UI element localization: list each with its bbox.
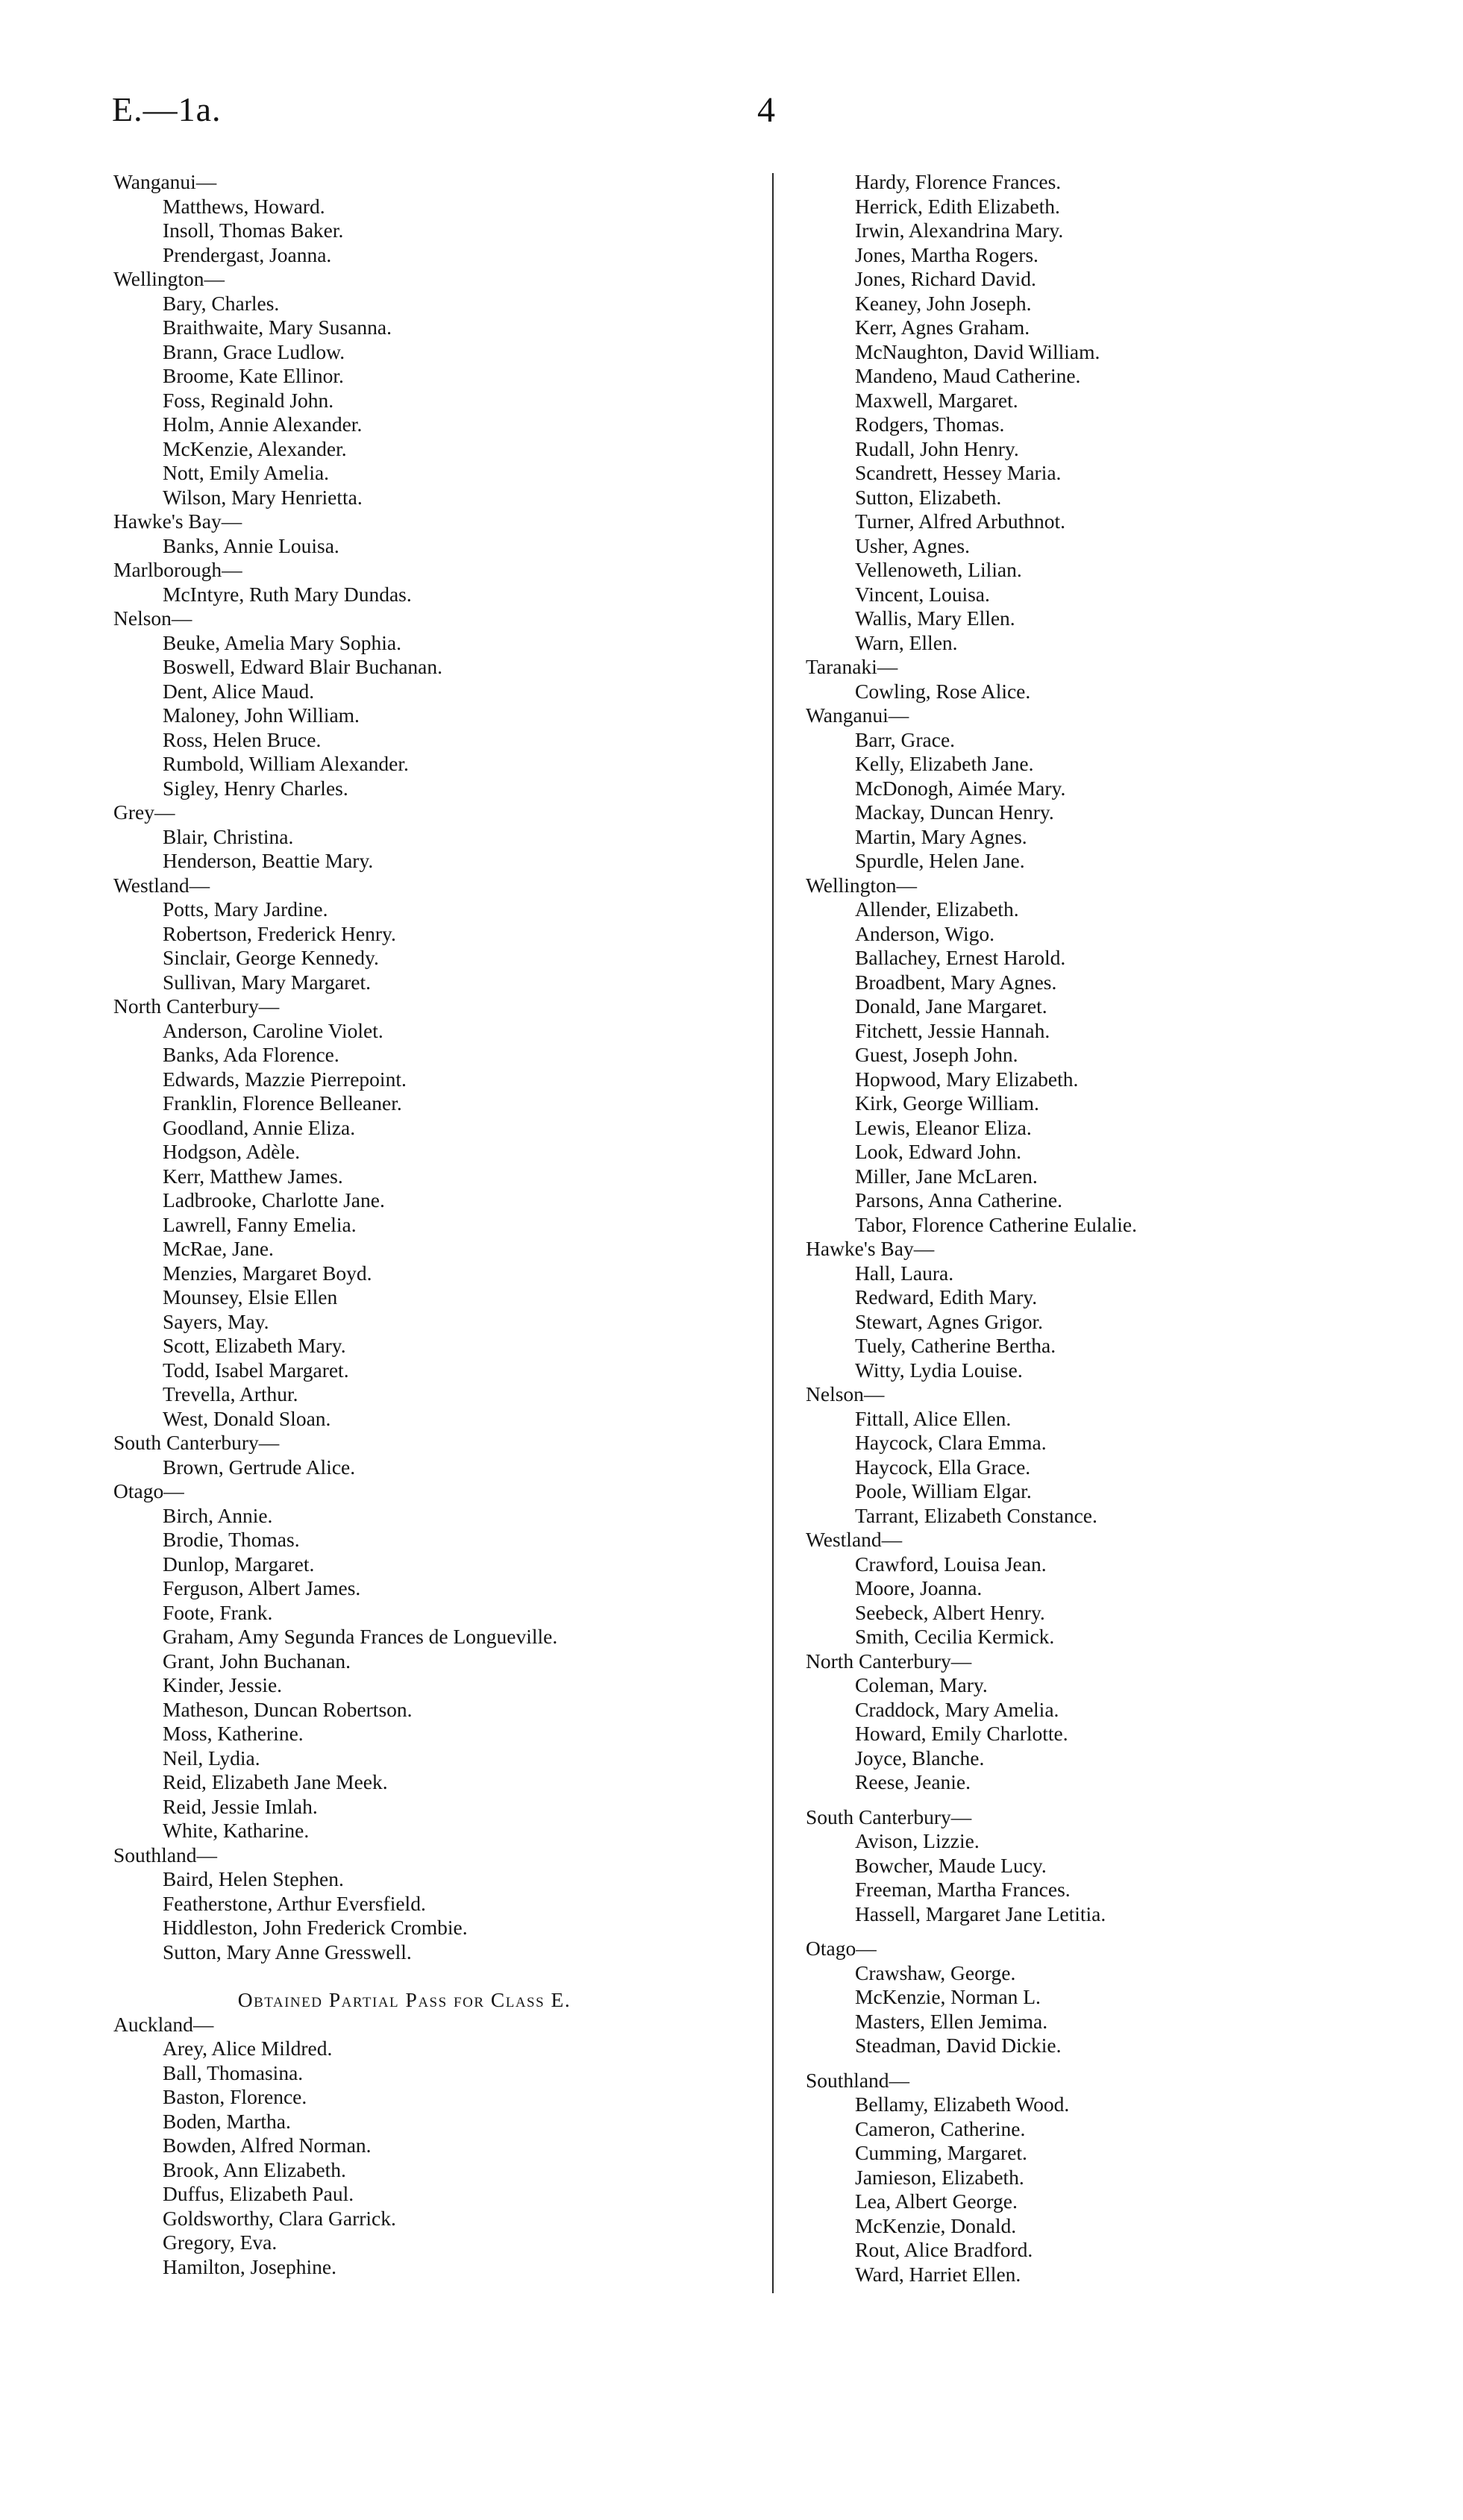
region-group xyxy=(806,874,1417,1238)
region-group xyxy=(806,1649,1417,1795)
name-entry: Bowden, Alfred Norman. xyxy=(163,2134,372,2157)
name-entry: Turner, Alfred Arbuthnot. xyxy=(855,510,1066,533)
region-group xyxy=(113,267,785,510)
name-entry: Tabor, Florence Catherine Eulalie. xyxy=(855,1212,1138,1236)
name-entry: McNaughton, David William. xyxy=(855,339,1100,363)
name-entry: Mounsey, Elsie Ellen xyxy=(163,1285,338,1308)
name-entry: Parsons, Anna Catherine. xyxy=(855,1188,1063,1212)
name-entry: Haycock, Ella Grace. xyxy=(855,1455,1031,1479)
name-entry: Reid, Jessie Imlah. xyxy=(163,1794,318,1818)
name-entry: Rodgers, Thomas. xyxy=(855,413,1005,436)
name-entry: McRae, Jane. xyxy=(163,1237,274,1260)
document-code: E.—1a. xyxy=(112,90,222,128)
left-column xyxy=(113,170,785,2279)
name-entry: Seebeck, Albert Henry. xyxy=(855,1600,1045,1624)
name-entry: Brodie, Thomas. xyxy=(163,1528,300,1551)
name-entry: Grant, John Buchanan. xyxy=(163,1649,351,1673)
region-group xyxy=(806,1382,1417,1528)
name-entry: Neil, Lydia. xyxy=(163,1746,260,1770)
region-group xyxy=(113,1431,785,1479)
name-entry: Hodgson, Adèle. xyxy=(163,1140,301,1163)
name-entry: Robertson, Frederick Henry. xyxy=(163,921,396,945)
name-entry: Boswell, Edward Blair Buchanan. xyxy=(163,655,442,678)
region-group xyxy=(806,1937,1417,2058)
name-entry: Rudall, John Henry. xyxy=(855,436,1019,460)
name-entry: Hassell, Margaret Jane Letitia. xyxy=(855,1902,1106,1925)
region-heading: Westland— xyxy=(113,873,210,897)
name-entry: Graham, Amy Segunda Frances de Longueville. xyxy=(163,1625,558,1648)
name-entry: Sinclair, George Kennedy. xyxy=(163,946,379,969)
name-entry: Poole, William Elgar. xyxy=(855,1479,1032,1502)
region-heading: North Canterbury— xyxy=(806,1649,972,1673)
region-group xyxy=(113,607,785,800)
name-entry: Maxwell, Margaret. xyxy=(855,388,1018,412)
name-entry: Sutton, Elizabeth. xyxy=(855,485,1002,509)
name-entry: West, Donald Sloan. xyxy=(163,1406,331,1430)
name-entry: Jamieson, Elizabeth. xyxy=(855,2165,1024,2189)
continuation-list xyxy=(806,170,1417,655)
name-entry: Scott, Elizabeth Mary. xyxy=(163,1334,346,1357)
name-entry: Spurdle, Helen Jane. xyxy=(855,849,1025,872)
name-entry: Duffus, Elizabeth Paul. xyxy=(163,2182,354,2205)
name-entry: Warn, Ellen. xyxy=(855,630,958,654)
name-entry: Martin, Mary Agnes. xyxy=(855,824,1027,848)
name-entry: Bellamy, Elizabeth Wood. xyxy=(855,2093,1070,2116)
name-entry: Mandeno, Maud Catherine. xyxy=(855,364,1081,387)
name-entry: Trevella, Arthur. xyxy=(163,1382,298,1405)
name-entry: Look, Edward John. xyxy=(855,1140,1022,1163)
name-entry: Crawford, Louisa Jean. xyxy=(855,1552,1047,1576)
name-entry: Usher, Agnes. xyxy=(855,533,970,557)
name-entry: Bary, Charles. xyxy=(163,291,280,315)
name-entry: Lea, Albert George. xyxy=(855,2190,1018,2213)
name-entry: Ross, Helen Bruce. xyxy=(163,727,322,751)
region-group xyxy=(806,1237,1417,1382)
name-entry: Donald, Jane Margaret. xyxy=(855,994,1047,1018)
name-entry: Todd, Isabel Margaret. xyxy=(163,1358,349,1382)
name-entry: Ball, Thomasina. xyxy=(163,2060,304,2084)
name-entry: Sayers, May. xyxy=(163,1309,269,1333)
name-entry: Tarrant, Elizabeth Constance. xyxy=(855,1503,1097,1527)
name-entry: Kerr, Agnes Graham. xyxy=(855,316,1030,339)
name-entry: Guest, Joseph John. xyxy=(855,1043,1018,1066)
name-entry: Mackay, Duncan Henry. xyxy=(855,800,1054,824)
region-heading: Taranaki— xyxy=(806,655,898,678)
left-groups-partial-pass xyxy=(113,2013,785,2280)
region-heading: Wellington— xyxy=(113,267,225,290)
page-number: 4 xyxy=(757,90,775,130)
region-heading: Otago— xyxy=(806,1937,877,1960)
region-heading: Nelson— xyxy=(113,607,192,630)
name-entry: Herrick, Edith Elizabeth. xyxy=(855,194,1060,218)
name-entry: Vellenoweth, Lilian. xyxy=(855,558,1022,581)
region-heading: Westland— xyxy=(806,1528,903,1551)
name-entry: Coleman, Mary. xyxy=(855,1673,988,1696)
name-entry: Kerr, Matthew James. xyxy=(163,1164,343,1188)
name-entry: Anderson, Wigo. xyxy=(855,921,995,945)
name-entry: Allender, Elizabeth. xyxy=(855,897,1019,921)
name-entry: McKenzie, Alexander. xyxy=(163,436,347,460)
region-heading: Otago— xyxy=(113,1479,184,1502)
region-group xyxy=(113,1843,785,1965)
region-group xyxy=(113,1479,785,1843)
name-entry: Baird, Helen Stephen. xyxy=(163,1867,344,1890)
name-entry: Brook, Ann Elizabeth. xyxy=(163,2157,346,2181)
name-entry: Jones, Richard David. xyxy=(855,267,1036,290)
region-group xyxy=(806,1528,1417,1649)
name-entry: Lawrell, Fanny Emelia. xyxy=(163,1212,357,1236)
name-entry: Boden, Martha. xyxy=(163,2109,291,2133)
region-heading: Wellington— xyxy=(806,873,918,897)
region-heading: Southland— xyxy=(806,2068,910,2092)
name-entry: McKenzie, Donald. xyxy=(855,2213,1017,2237)
name-entry: Holm, Annie Alexander. xyxy=(163,413,363,436)
name-entry: Menzies, Margaret Boyd. xyxy=(163,1261,372,1285)
region-heading: Marlborough— xyxy=(113,558,242,581)
name-entry: Wilson, Mary Henrietta. xyxy=(163,485,363,509)
region-group xyxy=(113,558,785,607)
name-entry: Banks, Ada Florence. xyxy=(163,1043,339,1066)
name-entry: Wallis, Mary Ellen. xyxy=(855,607,1015,630)
name-entry: Reese, Jeanie. xyxy=(855,1770,971,1793)
name-entry: Blair, Christina. xyxy=(163,824,294,848)
name-entry: Lewis, Eleanor Eliza. xyxy=(855,1115,1032,1139)
name-entry: Joyce, Blanche. xyxy=(855,1746,985,1770)
name-entry: Gregory, Eva. xyxy=(163,2231,278,2254)
name-entry: McIntyre, Ruth Mary Dundas. xyxy=(163,582,412,606)
name-entry: Broome, Kate Ellinor. xyxy=(163,364,344,387)
name-entry: Cameron, Catherine. xyxy=(855,2116,1026,2140)
name-entry: Ladbrooke, Charlotte Jane. xyxy=(163,1188,385,1212)
section-heading: Obtained Partial Pass for Class E. xyxy=(237,1988,571,2011)
name-entry: Moss, Katherine. xyxy=(163,1722,304,1745)
region-heading: South Canterbury— xyxy=(113,1431,280,1454)
name-entry: Sigley, Henry Charles. xyxy=(163,776,348,800)
name-entry: McDonogh, Aimée Mary. xyxy=(855,776,1066,800)
region-group xyxy=(113,170,785,267)
name-entry: Cowling, Rose Alice. xyxy=(855,679,1031,703)
name-entry: Brown, Gertrude Alice. xyxy=(163,1455,356,1479)
name-entry: Anderson, Caroline Violet. xyxy=(163,1018,383,1042)
name-entry: Prendergast, Joanna. xyxy=(163,242,332,266)
name-entry: Redward, Edith Mary. xyxy=(855,1285,1038,1308)
name-entry: Beuke, Amelia Mary Sophia. xyxy=(163,630,402,654)
region-group xyxy=(806,655,1417,703)
region-heading: Hawke's Bay— xyxy=(806,1237,935,1260)
name-entry: Craddock, Mary Amelia. xyxy=(855,1697,1059,1721)
name-entry: Steadman, David Dickie. xyxy=(855,2034,1062,2057)
name-entry: Kirk, George William. xyxy=(855,1091,1039,1115)
name-entry: Vincent, Louisa. xyxy=(855,582,990,606)
name-entry: Kelly, Elizabeth Jane. xyxy=(855,752,1034,775)
name-entry: Nott, Emily Amelia. xyxy=(163,461,330,484)
name-entry: Ward, Harriet Ellen. xyxy=(855,2262,1021,2286)
region-heading: South Canterbury— xyxy=(806,1805,972,1828)
region-heading: Grey— xyxy=(113,800,175,824)
name-entry: Goodland, Annie Eliza. xyxy=(163,1115,356,1139)
name-entry: Matthews, Howard. xyxy=(163,194,325,218)
name-entry: Stewart, Agnes Grigor. xyxy=(855,1309,1044,1333)
name-entry: Bowcher, Maude Lucy. xyxy=(855,1853,1047,1877)
name-entry: Ferguson, Albert James. xyxy=(163,1576,361,1599)
column-divider xyxy=(772,173,774,2293)
name-entry: Avison, Lizzie. xyxy=(855,1829,980,1852)
right-groups xyxy=(806,655,1417,2287)
name-entry: Ballachey, Ernest Harold. xyxy=(855,946,1066,969)
name-entry: Haycock, Clara Emma. xyxy=(855,1431,1047,1454)
name-entry: Hiddleston, John Frederick Crombie. xyxy=(163,1916,468,1939)
right-column xyxy=(806,170,1417,2287)
name-entry: Hopwood, Mary Elizabeth. xyxy=(855,1067,1079,1091)
name-entry: Insoll, Thomas Baker. xyxy=(163,219,344,242)
name-entry: Baston, Florence. xyxy=(163,2085,307,2108)
region-heading: Hawke's Bay— xyxy=(113,510,242,533)
name-entry: Masters, Ellen Jemima. xyxy=(855,2009,1048,2033)
name-entry: Rout, Alice Bradford. xyxy=(855,2238,1033,2261)
name-entry: Henderson, Beattie Mary. xyxy=(163,849,374,872)
name-entry: Irwin, Alexandrina Mary. xyxy=(855,219,1064,242)
region-group xyxy=(806,703,1417,874)
region-group xyxy=(113,2013,785,2280)
region-heading: Auckland— xyxy=(113,2012,214,2036)
region-group xyxy=(113,874,785,995)
left-groups-primary xyxy=(113,170,785,1964)
name-entry: Scandrett, Hessey Maria. xyxy=(855,461,1062,484)
name-entry: Moore, Joanna. xyxy=(855,1576,983,1599)
region-heading: Southland— xyxy=(113,1843,218,1867)
name-entry: Barr, Grace. xyxy=(855,727,956,751)
name-entry: Matheson, Duncan Robertson. xyxy=(163,1697,413,1721)
name-entry: Keaney, John Joseph. xyxy=(855,291,1032,315)
name-entry: Kinder, Jessie. xyxy=(163,1673,283,1696)
name-entry: Fittall, Alice Ellen. xyxy=(855,1406,1012,1430)
name-entry: Hall, Laura. xyxy=(855,1261,954,1285)
name-entry: Goldsworthy, Clara Garrick. xyxy=(163,2206,396,2230)
name-entry: Cumming, Margaret. xyxy=(855,2141,1027,2164)
region-group xyxy=(806,1805,1417,1927)
name-entry: Hardy, Florence Frances. xyxy=(855,170,1062,193)
name-entry: Edwards, Mazzie Pierrepoint. xyxy=(163,1067,407,1091)
name-entry: Dunlop, Margaret. xyxy=(163,1552,315,1576)
name-entry: Dent, Alice Maud. xyxy=(163,679,315,703)
name-entry: Broadbent, Mary Agnes. xyxy=(855,970,1057,994)
name-entry: Foss, Reginald John. xyxy=(163,388,334,412)
name-entry: Witty, Lydia Louise. xyxy=(855,1358,1023,1382)
name-entry: White, Katharine. xyxy=(163,1819,310,1842)
region-heading: Nelson— xyxy=(806,1382,885,1405)
name-entry: Jones, Martha Rogers. xyxy=(855,242,1038,266)
name-entry: Reid, Elizabeth Jane Meek. xyxy=(163,1770,388,1793)
region-group xyxy=(806,2069,1417,2287)
region-heading: Wanganui— xyxy=(806,703,909,727)
name-entry: Miller, Jane McLaren. xyxy=(855,1164,1038,1188)
region-group xyxy=(113,800,785,874)
name-entry: Arey, Alice Mildred. xyxy=(163,2037,333,2060)
name-entry: Brann, Grace Ludlow. xyxy=(163,339,345,363)
name-entry: Braithwaite, Mary Susanna. xyxy=(163,316,392,339)
name-entry: Sullivan, Mary Margaret. xyxy=(163,970,372,994)
region-group xyxy=(113,510,785,558)
name-entry: Smith, Cecilia Kermick. xyxy=(855,1625,1055,1648)
name-entry: Birch, Annie. xyxy=(163,1503,273,1527)
name-entry: McKenzie, Norman L. xyxy=(855,1985,1041,2008)
name-entry: Banks, Annie Louisa. xyxy=(163,533,339,557)
name-entry: Franklin, Florence Belleaner. xyxy=(163,1091,402,1115)
name-entry: Freeman, Martha Frances. xyxy=(855,1878,1071,1901)
region-heading: North Canterbury— xyxy=(113,994,280,1018)
name-entry: Hamilton, Josephine. xyxy=(163,2254,336,2278)
name-entry: Crawshaw, George. xyxy=(855,1960,1016,1984)
region-group xyxy=(113,994,785,1431)
name-entry: Foote, Frank. xyxy=(163,1600,273,1624)
name-entry: Howard, Emily Charlotte. xyxy=(855,1722,1068,1745)
name-entry: Fitchett, Jessie Hannah. xyxy=(855,1018,1050,1042)
name-entry: Potts, Mary Jardine. xyxy=(163,897,328,921)
name-entry: Rumbold, William Alexander. xyxy=(163,752,409,775)
name-entry: Maloney, John William. xyxy=(163,703,360,727)
region-heading: Wanganui— xyxy=(113,170,217,193)
name-entry: Featherstone, Arthur Eversfield. xyxy=(163,1891,426,1915)
name-entry: Sutton, Mary Anne Gresswell. xyxy=(163,1940,412,1963)
name-entry: Tuely, Catherine Bertha. xyxy=(855,1334,1056,1357)
